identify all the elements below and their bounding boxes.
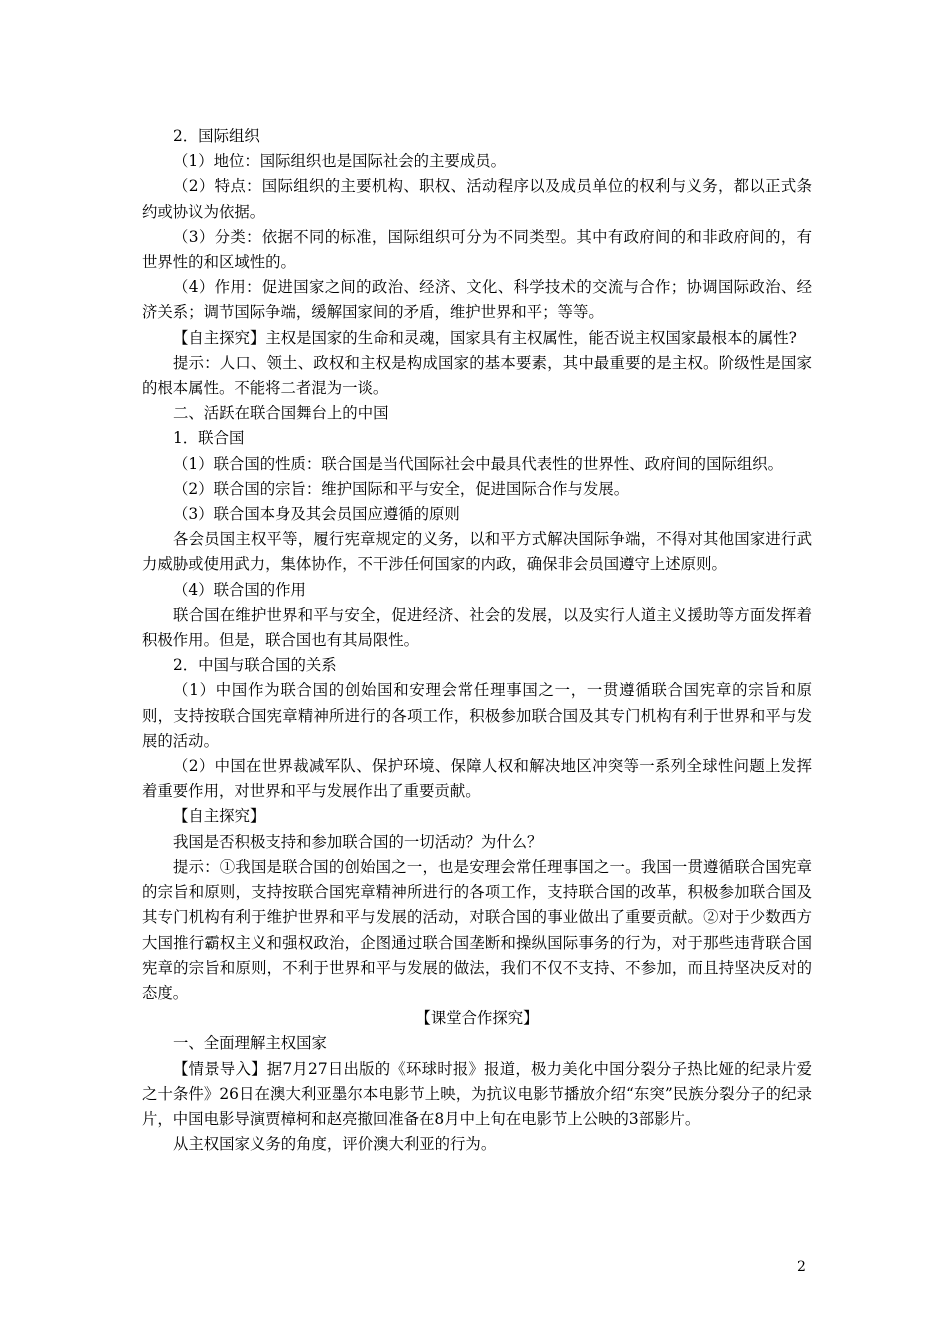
paragraph-inquiry-1: 【自主探究】主权是国家的生命和灵魂，国家具有主权属性，能否说主权国家最根本的属性?	[173, 328, 797, 347]
document-body	[142, 124, 812, 1157]
paragraph-un-principles-heading: （3）联合国本身及其会员国应遵循的原则	[173, 505, 460, 524]
paragraph-features: （2）特点：国际组织的主要机构、职权、活动程序以及成员单位的权利与义务，都以正式条约或协议为依据。	[142, 177, 812, 221]
heading-understanding-sovereignty: 一、全面理解主权国家	[173, 1034, 327, 1053]
paragraph-un-purpose: （2）联合国的宗旨：维护国际和平与安全，促进国际合作与发展。	[173, 479, 630, 498]
paragraph-china-role: （2）中国在世界裁减军队、保护环境、保障人权和解决地区冲突等一系列全球性问题上发挥着重要作用，对世界和平与发展作出了重要贡献。	[142, 757, 812, 801]
paragraph-un-role: 联合国在维护世界和平与安全，促进经济、社会的发展，以及实行人道主义援助等方面发挥着积极作用。但是，联合国也有其局限性。	[142, 605, 812, 650]
heading-international-orgs: 2．国际组织	[173, 127, 260, 145]
paragraph-hint-1: 提示：人口、领土、政权和主权是构成国家的基本要素，其中最重要的是主权。阶级性是国家的根本属性。不能将二者混为一谈。	[142, 353, 812, 398]
paragraph-classification: （3）分类：依据不同的标准，国际组织可分为不同类型。其中有政府间的和非政府间的，有世界性的和区域性的。	[142, 227, 812, 272]
page-number: 2	[797, 1259, 806, 1275]
heading-china-un: 二、活跃在联合国舞台上的中国	[173, 404, 389, 423]
heading-china-un-relation: 2．中国与联合国的关系	[173, 656, 337, 675]
paragraph-scenario: 【情景导入】据7月27日出版的《环球时报》报道，极力美化中国分裂分子热比娅的纪录片爱之十条件》26日在澳大利亚墨尔本电影节上映，为抗议电影节播放介绍“东突”民族分裂分子的纪录片，中国电影导演贾樟柯和赵亮撤回准备在8月中上旬在电影节上公映的3部影片。	[142, 1059, 812, 1128]
paragraph-status: （1）地位：国际组织也是国际社会的主要成员。	[173, 152, 506, 171]
paragraph-inquiry-2-question: 我国是否积极支持和参加联合国的一切活动？为什么？	[173, 832, 543, 851]
paragraph-question: 从主权国家义务的角度，评价澳大利亚的行为。	[173, 1135, 497, 1154]
paragraph-china-founder: （1）中国作为联合国的创始国和安理会常任理事国之一，一贯遵循联合国宪章的宗旨和原则，支持按联合国宪章精神所进行的各项工作，积极参加联合国及其专门机构有利于世界和平与发展的活动。	[142, 681, 812, 750]
paragraph-un-nature: （1）联合国的性质：联合国是当代国际社会中最具代表性的世界性、政府间的国际组织。	[173, 454, 784, 473]
heading-un: 1．联合国	[173, 429, 245, 448]
section-title-classroom: 【课堂合作探究】	[415, 1009, 539, 1028]
paragraph-un-role-heading: （4）联合国的作用	[173, 580, 306, 599]
paragraph-functions: （4）作用：促进国家之间的政治、经济、文化、科学技术的交流与合作；协调国际政治、经济关系；调节国际争端，缓解国家间的矛盾，维护世界和平；等等。	[142, 278, 812, 322]
paragraph-hint-2: 提示：①我国是联合国的创始国之一，也是安理会常任理事国之一。我国一贯遵循联合国宪章的宗旨和原则，支持按联合国宪章精神所进行的各项工作，支持联合国的改革，积极参加联合国及其专门机构有利于维护世界和平与发展的活动，对联合国的事业做出了重要贡献。②对于少数西方大国推行霸权主义和强权政治，企图通过联合国垄断和操纵国际事务的行为，对于那些违背联合国宪章的宗旨和原则，不利于世界和平与发展的做法，我们不仅不支持、不参加，而且持坚决反对的态度。	[142, 857, 812, 1002]
paragraph-inquiry-2-heading: 【自主探究】	[173, 807, 266, 826]
paragraph-un-principles: 各会员国主权平等，履行宪章规定的义务，以和平方式解决国际争端，不得对其他国家进行武力威胁或使用武力，集体协作，不干涉任何国家的内政，确保非会员国遵守上述原则。	[142, 530, 812, 574]
